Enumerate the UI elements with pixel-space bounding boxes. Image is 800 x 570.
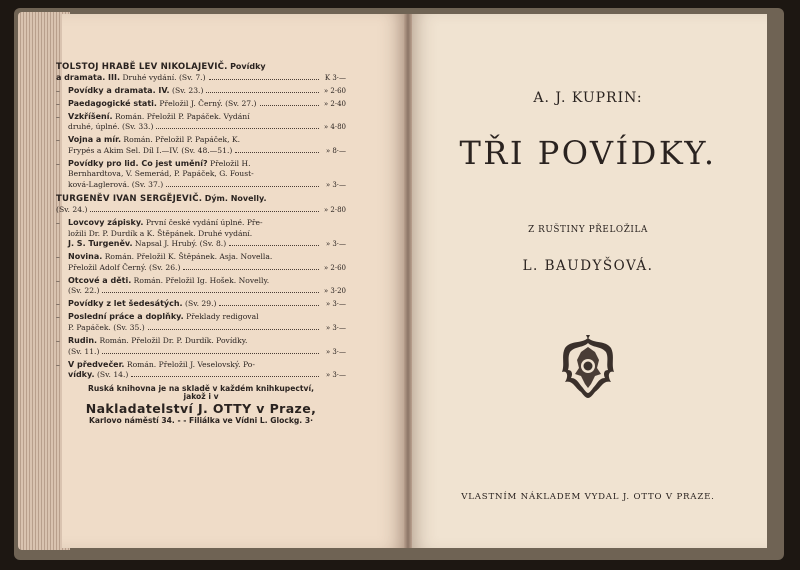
- entry-detail: Román. Přeložil Dr. P. Durdík. Povídky.: [99, 335, 248, 345]
- book-author: A. J. KUPRIN:: [533, 90, 643, 106]
- leader-dots: [90, 210, 319, 212]
- catalog-entry: [56, 276, 346, 297]
- entry-title: a dramata. III.: [56, 72, 121, 82]
- entry-dash: –: [56, 98, 60, 108]
- entry-title: vídky.: [68, 370, 95, 380]
- entry-detail: Román. Přeložil P. Papáček, K.: [123, 135, 240, 145]
- entry-detail: Frypés a Akim Sel. Díl I.—IV. (Sv. 48.—51.): [68, 145, 233, 155]
- entry-detail: Přeložil H.: [210, 158, 251, 168]
- entry-price: » 8·—: [325, 146, 346, 155]
- entry-title: Vojna a mír.: [68, 135, 121, 145]
- entry-detail: (Sv. 29.): [185, 299, 217, 309]
- leader-dots: [235, 151, 319, 153]
- entry-title: Dým. Novelly.: [204, 194, 267, 204]
- entry-detail: P. Papáček. (Sv. 35.): [68, 322, 145, 332]
- entry-title: Novina.: [68, 252, 103, 262]
- catalog-entry: [56, 159, 346, 191]
- catalog-entry: [56, 299, 346, 310]
- entry-title: J. S. Turgeněv.: [68, 239, 133, 249]
- catalog-entry: [56, 360, 346, 381]
- entry-title: Paedagogické stati.: [68, 98, 157, 108]
- publisher-address: Karlovo náměstí 34. - - Filiálka ve Vídni L. Glockg. 3·: [88, 416, 314, 426]
- entry-price: » 3·—: [325, 371, 346, 380]
- entry-detail: (Sv. 22.): [68, 286, 100, 296]
- entry-detail: (Sv. 23.): [172, 85, 204, 95]
- entry-title: Rudin.: [68, 335, 98, 345]
- entry-title: Povídky pro lid. Co jest umění?: [68, 158, 208, 168]
- leader-dots: [102, 291, 319, 293]
- entry-price: » 2·80: [323, 206, 346, 215]
- leader-dots: [148, 328, 319, 330]
- entry-dash: –: [56, 158, 60, 168]
- entry-title: Povídky z let šedesátých.: [68, 299, 183, 309]
- entry-price: » 2·60: [323, 86, 346, 95]
- entry-title: V předvečer.: [68, 359, 125, 369]
- entry-detail: Román. Přeložil Ig. Hošek. Novelly.: [133, 275, 270, 285]
- entry-detail: Překlady redigoval: [186, 312, 259, 322]
- entry-dash: –: [56, 359, 60, 369]
- entry-detail: Bernhardtova, V. Semerád, P. Papáček, G. Foust-: [68, 169, 254, 179]
- catalog-entry: [56, 86, 346, 97]
- entry-detail: Román. Přeložil P. Papáček. Vydání: [114, 111, 250, 121]
- entry-price: » 3·—: [325, 347, 346, 356]
- entry-author: TURGENĚV IVAN SERGĚJEVIČ.: [56, 194, 203, 205]
- leader-dots: [102, 352, 319, 354]
- entry-price: » 2·60: [323, 263, 346, 272]
- note-line: Ruská knihovna je na skladě v každém knihkupectví,: [88, 383, 314, 393]
- entry-dash: –: [56, 299, 60, 309]
- entry-detail: Druhé vydání. (Sv. 7.): [122, 72, 206, 82]
- entry-dash: –: [56, 312, 60, 322]
- entry-detail: (Sv. 24.): [56, 205, 88, 215]
- leader-dots: [183, 268, 319, 270]
- entry-detail: druhé, úplné. (Sv. 33.): [68, 122, 154, 132]
- leader-dots: [206, 91, 319, 93]
- entry-dash: –: [56, 275, 60, 285]
- leader-dots: [229, 244, 319, 246]
- entry-price: » 4·80: [323, 123, 346, 132]
- availability-note: [56, 385, 346, 401]
- catalog-entry: [56, 99, 346, 110]
- entry-price: » 3·—: [325, 180, 346, 189]
- catalog-entry: [56, 194, 346, 215]
- entry-dash: –: [56, 335, 60, 345]
- leader-dots: [209, 78, 319, 80]
- entry-detail: Přeložil Adolf Černý. (Sv. 26.): [68, 262, 181, 272]
- entry-detail: (Sv. 14.): [96, 370, 129, 380]
- entry-detail: Román. Přeložil K. Štěpánek. Asja. Novella.: [104, 252, 273, 262]
- catalog-entry: [56, 112, 346, 133]
- entry-price: » 3·—: [325, 323, 346, 332]
- entry-detail: (Sv. 11.): [68, 346, 100, 356]
- entry-title: Lovcovy zápisky.: [68, 218, 144, 228]
- entry-price: » 3·—: [325, 300, 346, 309]
- publisher-catalog: [56, 62, 346, 427]
- leader-dots: [260, 104, 319, 106]
- catalog-entry: [56, 312, 346, 333]
- entry-title: Povídky: [230, 62, 266, 71]
- entry-title: Otcové a děti.: [68, 275, 132, 285]
- catalog-entry: [56, 336, 346, 357]
- publisher-name: Nakladatelství J. OTTY v Praze,: [85, 400, 317, 416]
- entry-dash: –: [56, 218, 60, 228]
- entry-detail: Román. Přeložil J. Veselovský. Po-: [126, 359, 255, 369]
- entry-title: Povídky a dramata. IV.: [68, 85, 170, 95]
- entry-title: Vzkříšení.: [68, 111, 113, 121]
- entry-price: » 2·40: [323, 99, 346, 108]
- entry-price: » 3·20: [323, 287, 346, 296]
- catalog-entry: [56, 135, 346, 156]
- translator-name: L. BAUDYŠOVÁ.: [522, 258, 654, 274]
- entry-dash: –: [56, 252, 60, 262]
- catalog-entry: [56, 62, 346, 83]
- catalog-entry: [56, 252, 346, 273]
- note-line: jakož i v: [183, 391, 219, 401]
- entry-dash: –: [56, 85, 60, 95]
- book-title: TŘI POVÍDKY.: [459, 134, 717, 172]
- entry-detail: Přeložil J. Černý. (Sv. 27.): [159, 98, 257, 108]
- entry-dash: –: [56, 135, 60, 145]
- entry-detail: První české vydání úplné. Pře-: [145, 218, 263, 228]
- entry-title: Poslední práce a doplňky.: [68, 312, 184, 322]
- leader-dots: [156, 127, 319, 129]
- leader-dots: [166, 185, 319, 187]
- leader-dots: [219, 304, 319, 306]
- entry-price: » 3·—: [325, 240, 346, 249]
- entry-detail: Napsal J. Hrubý. (Sv. 8.): [134, 239, 227, 249]
- entry-detail: ložili Dr. P. Durdík a K. Štěpánek. Druhé vydání.: [68, 228, 253, 238]
- publisher-emblem-icon: [557, 334, 619, 400]
- entry-detail: ková-Laglerová. (Sv. 37.): [68, 179, 164, 189]
- entry-dash: –: [56, 111, 60, 121]
- entry-author: TOLSTOJ HRABĚ LEV NIKOLAJEVIČ.: [56, 62, 228, 72]
- entry-price: K 3·—: [324, 73, 346, 82]
- title-page: [409, 14, 767, 548]
- publisher-imprint: VLASTNÍM NÁKLADEM VYDAL J. OTTO V PRAZE.: [461, 492, 715, 502]
- leader-dots: [131, 375, 319, 377]
- translated-label: Z RUŠTINY PŘELOŽILA: [528, 225, 648, 235]
- catalog-entry: [56, 218, 346, 250]
